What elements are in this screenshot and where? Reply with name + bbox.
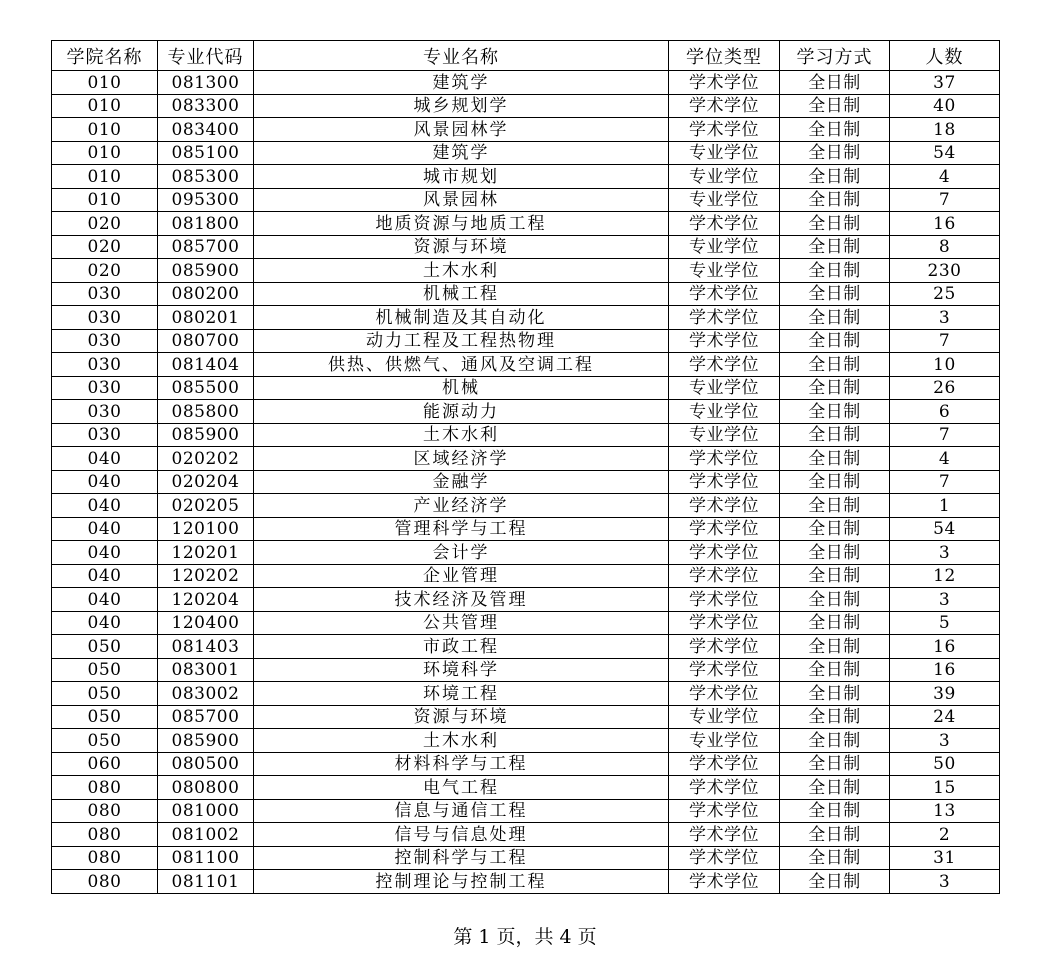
table-row [52,588,1000,612]
cell-count: 37 [890,71,1000,95]
cell-study-mode: 全日制 [780,494,890,518]
cell-degree-type: 学术学位 [669,870,780,894]
cell-degree-type: 专业学位 [669,188,780,212]
cell-study-mode: 全日制 [780,541,890,565]
cell-study-mode: 全日制 [780,376,890,400]
cell-study-mode: 全日制 [780,94,890,118]
cell-major-name: 电气工程 [254,776,669,800]
cell-major-name: 风景园林学 [254,118,669,142]
table-row [52,541,1000,565]
cell-major-name: 建筑学 [254,71,669,95]
cell-major-name: 城市规划 [254,165,669,189]
cell-major-code: 080500 [158,752,254,776]
cell-study-mode: 全日制 [780,141,890,165]
cell-degree-type: 学术学位 [669,212,780,236]
cell-count: 230 [890,259,1000,283]
cell-study-mode: 全日制 [780,329,890,353]
table-row [52,212,1000,236]
cell-study-mode: 全日制 [780,447,890,471]
cell-major-name: 信息与通信工程 [254,799,669,823]
cell-study-mode: 全日制 [780,423,890,447]
table-row [52,306,1000,330]
cell-college-code: 040 [52,447,158,471]
cell-degree-type: 专业学位 [669,165,780,189]
cell-major-code: 120100 [158,517,254,541]
cell-degree-type: 学术学位 [669,541,780,565]
cell-college-code: 040 [52,564,158,588]
cell-major-name: 能源动力 [254,400,669,424]
cell-study-mode: 全日制 [780,729,890,753]
table-body [52,71,1000,894]
cell-count: 40 [890,94,1000,118]
cell-degree-type: 专业学位 [669,141,780,165]
table-row [52,141,1000,165]
table-row [52,658,1000,682]
cell-count: 54 [890,141,1000,165]
cell-major-name: 城乡规划学 [254,94,669,118]
cell-major-name: 环境科学 [254,658,669,682]
cell-degree-type: 学术学位 [669,494,780,518]
cell-major-code: 085300 [158,165,254,189]
cell-count: 7 [890,188,1000,212]
cell-count: 7 [890,423,1000,447]
cell-count: 3 [890,588,1000,612]
table-row [52,165,1000,189]
cell-college-code: 050 [52,635,158,659]
cell-count: 4 [890,447,1000,471]
cell-college-code: 010 [52,165,158,189]
table-row [52,494,1000,518]
page-number: 第 1 页，共 4 页 [453,926,597,948]
cell-major-name: 材料科学与工程 [254,752,669,776]
cell-count: 24 [890,705,1000,729]
table-row [52,353,1000,377]
cell-degree-type: 学术学位 [669,94,780,118]
table-row [52,823,1000,847]
table-row [52,517,1000,541]
cell-major-code: 085900 [158,423,254,447]
cell-major-code: 120400 [158,611,254,635]
table-row [52,799,1000,823]
cell-study-mode: 全日制 [780,188,890,212]
cell-study-mode: 全日制 [780,400,890,424]
header-degree-type: 学位类型 [669,41,780,71]
cell-degree-type: 专业学位 [669,235,780,259]
cell-study-mode: 全日制 [780,470,890,494]
cell-major-code: 081800 [158,212,254,236]
cell-major-name: 机械制造及其自动化 [254,306,669,330]
cell-count: 7 [890,470,1000,494]
table-row [52,188,1000,212]
cell-major-code: 085700 [158,235,254,259]
cell-college-code: 030 [52,282,158,306]
cell-major-name: 市政工程 [254,635,669,659]
cell-college-code: 030 [52,400,158,424]
cell-college-code: 030 [52,376,158,400]
cell-major-code: 081300 [158,71,254,95]
cell-study-mode: 全日制 [780,517,890,541]
cell-study-mode: 全日制 [780,353,890,377]
cell-major-code: 081404 [158,353,254,377]
cell-study-mode: 全日制 [780,776,890,800]
cell-degree-type: 专业学位 [669,259,780,283]
table-row [52,564,1000,588]
cell-college-code: 010 [52,141,158,165]
cell-degree-type: 学术学位 [669,776,780,800]
cell-major-name: 机械工程 [254,282,669,306]
cell-study-mode: 全日制 [780,635,890,659]
cell-major-code: 083400 [158,118,254,142]
cell-count: 3 [890,729,1000,753]
cell-major-code: 085900 [158,729,254,753]
cell-degree-type: 学术学位 [669,588,780,612]
cell-college-code: 010 [52,71,158,95]
cell-major-code: 085800 [158,400,254,424]
cell-study-mode: 全日制 [780,118,890,142]
cell-degree-type: 学术学位 [669,282,780,306]
cell-major-name: 建筑学 [254,141,669,165]
cell-major-name: 信号与信息处理 [254,823,669,847]
cell-college-code: 080 [52,799,158,823]
cell-major-code: 083001 [158,658,254,682]
table-row [52,752,1000,776]
cell-college-code: 030 [52,353,158,377]
cell-major-code: 120202 [158,564,254,588]
cell-degree-type: 专业学位 [669,423,780,447]
cell-study-mode: 全日制 [780,212,890,236]
cell-study-mode: 全日制 [780,823,890,847]
cell-college-code: 040 [52,494,158,518]
header-major-code: 专业代码 [158,41,254,71]
table-row [52,118,1000,142]
cell-count: 15 [890,776,1000,800]
cell-major-name: 区域经济学 [254,447,669,471]
cell-major-code: 120201 [158,541,254,565]
cell-degree-type: 学术学位 [669,447,780,471]
cell-major-name: 公共管理 [254,611,669,635]
cell-count: 6 [890,400,1000,424]
cell-degree-type: 学术学位 [669,118,780,142]
cell-college-code: 020 [52,235,158,259]
cell-college-code: 030 [52,329,158,353]
cell-count: 25 [890,282,1000,306]
table-row [52,259,1000,283]
table-row [52,400,1000,424]
cell-study-mode: 全日制 [780,658,890,682]
cell-degree-type: 学术学位 [669,823,780,847]
cell-college-code: 040 [52,470,158,494]
cell-major-code: 083002 [158,682,254,706]
cell-college-code: 060 [52,752,158,776]
cell-degree-type: 学术学位 [669,564,780,588]
cell-degree-type: 学术学位 [669,71,780,95]
header-study-mode: 学习方式 [780,41,890,71]
cell-study-mode: 全日制 [780,799,890,823]
table-row [52,282,1000,306]
cell-count: 2 [890,823,1000,847]
cell-count: 3 [890,870,1000,894]
cell-college-code: 020 [52,259,158,283]
table-row [52,682,1000,706]
cell-degree-type: 学术学位 [669,635,780,659]
cell-major-name: 管理科学与工程 [254,517,669,541]
cell-major-name: 资源与环境 [254,705,669,729]
cell-college-code: 050 [52,682,158,706]
table-row [52,705,1000,729]
cell-college-code: 030 [52,423,158,447]
cell-major-name: 土木水利 [254,259,669,283]
cell-major-code: 020204 [158,470,254,494]
cell-degree-type: 学术学位 [669,658,780,682]
cell-study-mode: 全日制 [780,752,890,776]
cell-college-code: 050 [52,729,158,753]
cell-study-mode: 全日制 [780,705,890,729]
cell-major-name: 机械 [254,376,669,400]
table-row [52,235,1000,259]
cell-study-mode: 全日制 [780,165,890,189]
cell-count: 12 [890,564,1000,588]
table-row [52,729,1000,753]
cell-major-name: 金融学 [254,470,669,494]
cell-count: 7 [890,329,1000,353]
cell-count: 16 [890,658,1000,682]
cell-college-code: 010 [52,118,158,142]
cell-count: 13 [890,799,1000,823]
cell-count: 54 [890,517,1000,541]
cell-study-mode: 全日制 [780,870,890,894]
cell-count: 4 [890,165,1000,189]
cell-study-mode: 全日制 [780,611,890,635]
cell-major-name: 环境工程 [254,682,669,706]
cell-college-code: 040 [52,588,158,612]
cell-count: 31 [890,846,1000,870]
cell-study-mode: 全日制 [780,306,890,330]
cell-study-mode: 全日制 [780,564,890,588]
cell-major-code: 085500 [158,376,254,400]
cell-major-code: 085100 [158,141,254,165]
cell-degree-type: 学术学位 [669,682,780,706]
cell-major-name: 地质资源与地质工程 [254,212,669,236]
table-row [52,470,1000,494]
cell-degree-type: 专业学位 [669,400,780,424]
cell-study-mode: 全日制 [780,588,890,612]
cell-college-code: 050 [52,705,158,729]
cell-college-code: 030 [52,306,158,330]
cell-major-code: 020205 [158,494,254,518]
cell-major-name: 产业经济学 [254,494,669,518]
cell-major-name: 控制理论与控制工程 [254,870,669,894]
cell-college-code: 010 [52,188,158,212]
cell-degree-type: 学术学位 [669,799,780,823]
cell-college-code: 080 [52,776,158,800]
cell-major-code: 085900 [158,259,254,283]
header-count: 人数 [890,41,1000,71]
cell-college-code: 080 [52,846,158,870]
cell-college-code: 080 [52,823,158,847]
cell-degree-type: 学术学位 [669,306,780,330]
cell-college-code: 080 [52,870,158,894]
table-row [52,423,1000,447]
header-college-name: 学院名称 [52,41,158,71]
cell-major-code: 120204 [158,588,254,612]
cell-major-code: 081101 [158,870,254,894]
cell-count: 16 [890,212,1000,236]
cell-college-code: 040 [52,611,158,635]
cell-count: 26 [890,376,1000,400]
cell-college-code: 010 [52,94,158,118]
cell-major-name: 风景园林 [254,188,669,212]
cell-count: 3 [890,306,1000,330]
cell-study-mode: 全日制 [780,846,890,870]
table-row [52,329,1000,353]
table-header-row [52,41,1000,71]
cell-major-code: 081403 [158,635,254,659]
cell-major-name: 供热、供燃气、通风及空调工程 [254,353,669,377]
cell-major-code: 080700 [158,329,254,353]
cell-major-code: 081100 [158,846,254,870]
cell-count: 1 [890,494,1000,518]
cell-study-mode: 全日制 [780,235,890,259]
cell-study-mode: 全日制 [780,259,890,283]
cell-college-code: 040 [52,541,158,565]
cell-major-code: 080200 [158,282,254,306]
cell-major-name: 土木水利 [254,423,669,447]
table-row [52,447,1000,471]
table-row [52,846,1000,870]
cell-college-code: 020 [52,212,158,236]
cell-degree-type: 学术学位 [669,752,780,776]
cell-major-name: 企业管理 [254,564,669,588]
cell-degree-type: 专业学位 [669,729,780,753]
cell-college-code: 050 [52,658,158,682]
cell-major-code: 080800 [158,776,254,800]
cell-count: 39 [890,682,1000,706]
cell-degree-type: 学术学位 [669,353,780,377]
cell-major-code: 085700 [158,705,254,729]
cell-major-code: 095300 [158,188,254,212]
cell-degree-type: 学术学位 [669,846,780,870]
cell-count: 8 [890,235,1000,259]
enrollment-table [51,40,1000,894]
cell-count: 50 [890,752,1000,776]
cell-major-code: 083300 [158,94,254,118]
table-row [52,94,1000,118]
cell-degree-type: 学术学位 [669,470,780,494]
cell-study-mode: 全日制 [780,71,890,95]
cell-college-code: 040 [52,517,158,541]
cell-major-code: 020202 [158,447,254,471]
cell-count: 5 [890,611,1000,635]
cell-study-mode: 全日制 [780,282,890,306]
cell-degree-type: 学术学位 [669,517,780,541]
table-row [52,71,1000,95]
cell-major-name: 资源与环境 [254,235,669,259]
cell-major-name: 动力工程及工程热物理 [254,329,669,353]
header-major-name: 专业名称 [254,41,669,71]
cell-major-name: 土木水利 [254,729,669,753]
table-row [52,611,1000,635]
cell-major-name: 技术经济及管理 [254,588,669,612]
cell-study-mode: 全日制 [780,682,890,706]
cell-count: 3 [890,541,1000,565]
cell-count: 18 [890,118,1000,142]
cell-degree-type: 学术学位 [669,329,780,353]
cell-degree-type: 学术学位 [669,611,780,635]
cell-major-name: 控制科学与工程 [254,846,669,870]
table-row [52,635,1000,659]
table-row [52,776,1000,800]
cell-major-code: 081000 [158,799,254,823]
cell-major-code: 081002 [158,823,254,847]
table-row [52,376,1000,400]
table-row [52,870,1000,894]
cell-major-code: 080201 [158,306,254,330]
cell-degree-type: 专业学位 [669,705,780,729]
cell-degree-type: 专业学位 [669,376,780,400]
cell-count: 16 [890,635,1000,659]
cell-major-name: 会计学 [254,541,669,565]
cell-count: 10 [890,353,1000,377]
